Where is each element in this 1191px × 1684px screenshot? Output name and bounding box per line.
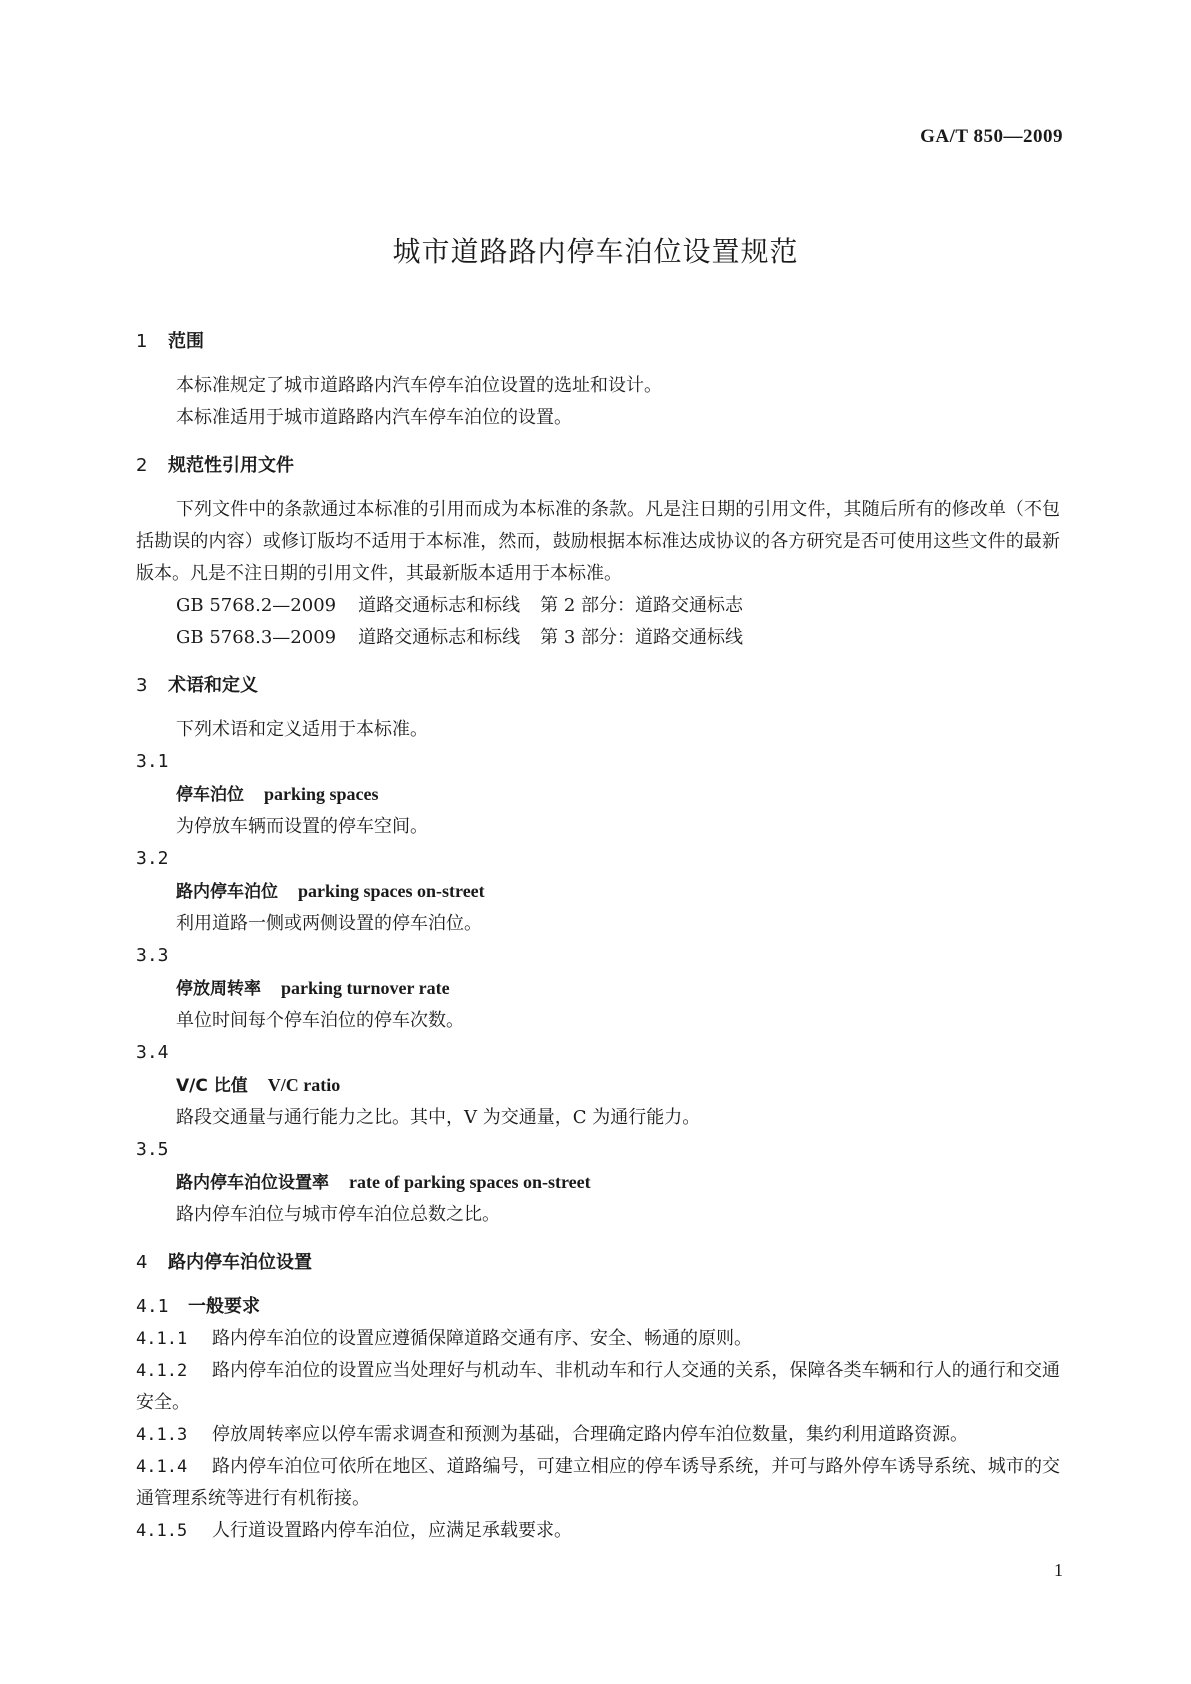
section-number: 2 [136, 455, 148, 476]
paragraph: 本标准适用于城市道路路内汽车停车泊位的设置。 [176, 407, 572, 428]
clause-text: 路内停车泊位的设置应遵循保障道路交通有序、安全、畅通的原则。 [212, 1328, 752, 1349]
section-title: 规范性引用文件 [168, 455, 294, 476]
standard-code: GA/T 850—2009 [920, 126, 1063, 147]
term-cn: 停放周转率 [176, 979, 261, 999]
section-title: 范围 [168, 331, 204, 352]
term-definition: 为停放车辆而设置的停车空间。 [176, 816, 428, 837]
term-cn: V/C 比值 [176, 1076, 248, 1096]
clause-text: 路内停车泊位可依所在地区、道路编号，可建立相应的停车诱导系统，并可与路外停车诱导系统、城市的交通管理系统等进行有机衔接。 [136, 1456, 1060, 1509]
term-number: 3.2 [136, 848, 169, 869]
term-number: 3.1 [136, 751, 169, 772]
section-title: 路内停车泊位设置 [168, 1252, 312, 1273]
paragraph: 下列术语和定义适用于本标准。 [176, 719, 428, 740]
term-definition: 路段交通量与通行能力之比。其中，V 为交通量，C 为通行能力。 [176, 1107, 701, 1128]
clause-text: 停放周转率应以停车需求调查和预测为基础，合理确定路内停车泊位数量，集约利用道路资源。 [212, 1424, 968, 1445]
section-number: 4 [136, 1252, 148, 1273]
reference-code: GB 5768.2—2009 [176, 595, 337, 616]
clause-number: 4.1.1 [136, 1329, 188, 1349]
clause [136, 1515, 1060, 1547]
reference-item [136, 622, 1060, 654]
document-title: 城市道路路内停车泊位设置规范 [392, 235, 799, 268]
section-number: 3 [136, 675, 148, 696]
clause-text: 人行道设置路内停车泊位，应满足承载要求。 [212, 1520, 572, 1541]
term-en: V/C ratio [267, 1075, 341, 1095]
term-title [136, 972, 1060, 1005]
clause-number: 4.1.5 [136, 1521, 188, 1541]
term-en: rate of parking spaces on-street [349, 1172, 591, 1192]
term-title [136, 1166, 1060, 1199]
paragraph: 本标准规定了城市道路路内汽车停车泊位设置的选址和设计。 [176, 375, 662, 396]
clause [136, 1355, 1060, 1419]
reference-name: 道路交通标志和标线 [358, 627, 521, 648]
document-body [136, 326, 1060, 1547]
term-en: parking turnover rate [281, 978, 450, 998]
page-number: 1 [1054, 1560, 1063, 1580]
subsection-number: 4.1 [136, 1296, 169, 1317]
term-cn: 路内停车泊位 [176, 882, 278, 902]
section-heading-2 [136, 450, 1060, 482]
section-heading-1 [136, 326, 1060, 358]
term-en: parking spaces on-street [298, 881, 485, 901]
clause-number: 4.1.4 [136, 1457, 188, 1477]
reference-name: 道路交通标志和标线 [358, 595, 521, 616]
term-definition: 单位时间每个停车泊位的停车次数。 [176, 1010, 464, 1031]
section-title: 术语和定义 [168, 675, 258, 696]
term-en: parking spaces [264, 784, 379, 804]
term-number: 3.4 [136, 1042, 169, 1063]
clause-text: 路内停车泊位的设置应当处理好与机动车、非机动车和行人交通的关系，保障各类车辆和行人的通行和交通安全。 [136, 1360, 1060, 1413]
clause-number: 4.1.3 [136, 1425, 188, 1445]
term-number: 3.3 [136, 945, 169, 966]
clause [136, 1323, 1060, 1355]
subsection-heading [136, 1291, 1060, 1323]
term-title [136, 778, 1060, 811]
term-title [136, 1069, 1060, 1102]
clause [136, 1419, 1060, 1451]
reference-item [136, 590, 1060, 622]
reference-code: GB 5768.3—2009 [176, 627, 337, 648]
clause [136, 1451, 1060, 1515]
term-title [136, 875, 1060, 908]
section-heading-3 [136, 670, 1060, 702]
term-number: 3.5 [136, 1139, 169, 1160]
reference-part: 第 3 部分：道路交通标线 [540, 627, 744, 648]
section-number: 1 [136, 331, 148, 352]
term-definition: 路内停车泊位与城市停车泊位总数之比。 [176, 1204, 500, 1225]
term-cn: 停车泊位 [176, 785, 244, 805]
section-heading-4 [136, 1247, 1060, 1279]
paragraph: 下列文件中的条款通过本标准的引用而成为本标准的条款。凡是注日期的引用文件，其随后所有的修改单（不包括勘误的内容）或修订版均不适用于本标准，然而，鼓励根据本标准达成协议的各方研究是否可使用这些文件的最新版本。凡是不注日期的引用文件，其最新版本适用于本标准。 [136, 499, 1060, 584]
subsection-title: 一般要求 [188, 1296, 260, 1317]
term-cn: 路内停车泊位设置率 [176, 1173, 329, 1193]
clause-number: 4.1.2 [136, 1361, 188, 1381]
reference-part: 第 2 部分：道路交通标志 [540, 595, 744, 616]
term-definition: 利用道路一侧或两侧设置的停车泊位。 [176, 913, 482, 934]
